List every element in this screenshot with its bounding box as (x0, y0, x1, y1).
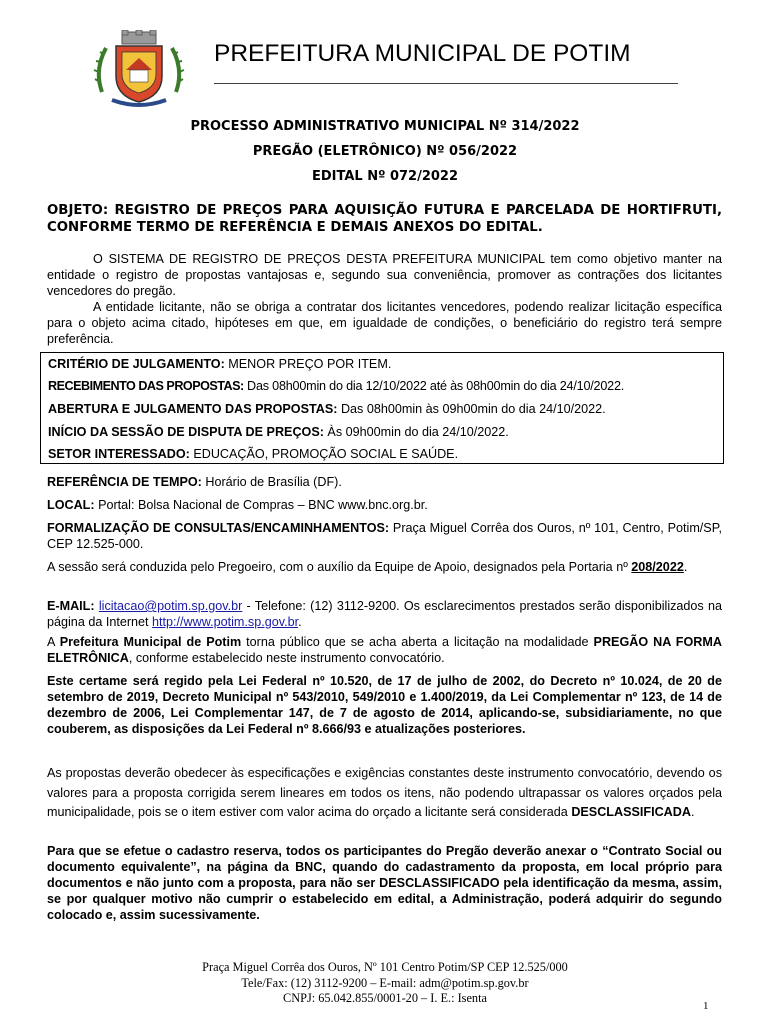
aviso-paragraph (47, 634, 722, 666)
page-header (0, 0, 770, 110)
formalizacao-paragraph (47, 520, 722, 552)
setor-value: EDUCAÇÃO, PROMOÇÃO SOCIAL E SAÚDE. (189, 447, 459, 461)
process-number-heading: PROCESSO ADMINISTRATIVO MUNICIPAL Nº 314/2022 (190, 119, 580, 134)
sessao-paragraph (47, 559, 722, 575)
website-link[interactable]: http://www.potim.sp.gov.br (152, 615, 299, 629)
referencia-tempo (47, 474, 722, 490)
aviso-modalidade: PREGÃO NA FORMA ELETRÔNICA (47, 635, 722, 665)
propostas-end: . (690, 805, 695, 819)
intro-paragraph-2: A entidade licitante, não se obriga a contratar dos licitantes vencedores, podendo realizar licitação específica para o objeto acima citado, hipóteses em que, em igualdade de condições, o beneficiário do registro terá sempre preferência. (47, 300, 722, 346)
inicio-row (48, 425, 717, 439)
recebimento-label: RECEBIMENTO DAS PROPOSTAS: (48, 379, 244, 393)
criterio-value: MENOR PREÇO POR ITEM. (224, 357, 392, 371)
page-title: PREFEITURA MUNICIPAL DE POTIM (214, 40, 631, 67)
local-label: LOCAL: (47, 498, 95, 512)
email-link[interactable]: licitacao@potim.sp.gov.br (98, 599, 243, 613)
title-divider (214, 83, 678, 84)
setor-row (48, 447, 717, 461)
desclassificada-word: DESCLASSIFICADA (571, 805, 691, 819)
municipal-coat-of-arms-icon (92, 30, 186, 110)
propostas-paragraph (47, 764, 722, 823)
sessao-end: . (683, 560, 688, 574)
abertura-value: Das 08h00min às 09h00min do dia 24/10/2022. (337, 402, 606, 416)
intro-section (47, 251, 722, 347)
aviso-prefeitura: Prefeitura Municipal de Potim (59, 635, 242, 649)
recebimento-value: Das 08h00min do dia 12/10/2022 até às 08h00min do dia 24/10/2022. (243, 379, 625, 393)
inicio-label: INÍCIO DA SESSÃO DE DISPUTA DE PREÇOS: (48, 425, 324, 439)
page-number: 1 (703, 1000, 709, 1012)
aviso-end: , conforme estabelecido neste instrumento convocatório. (128, 651, 445, 665)
propostas-text: As propostas deverão obedecer às especificações e exigências constantes deste instrumento convocatório, devendo os valores para a proposta corrigida serem lineares em todos os itens, não podendo ultrapassar os valores orçados pela municipalidade, pois se o item estiver com valor acima do orçado a licitante será considerada (47, 766, 722, 819)
edital-heading: EDITAL Nº 072/2022 (311, 169, 459, 184)
criterio-label: CRITÉRIO DE JULGAMENTO: (48, 357, 225, 371)
local-line (47, 497, 722, 513)
local-value: Portal: Bolsa Nacional de Compras – BNC www.bnc.org.br. (94, 498, 428, 512)
abertura-row (48, 402, 717, 416)
objeto-statement: OBJETO: REGISTRO DE PREÇOS PARA AQUISIÇÃO FUTURA E PARCELADA DE HORTIFRUTI, CONFORME TERMO DE REFERÊNCIA E DEMAIS ANEXOS DO EDITAL. (47, 203, 722, 235)
abertura-label: ABERTURA E JULGAMENTO DAS PROPOSTAS: (48, 402, 338, 416)
email-label: E-MAIL: (47, 599, 95, 613)
setor-label: SETOR INTERESSADO: (48, 447, 190, 461)
cadastro-paragraph: Para que se efetue o cadastro reserva, todos os participantes do Pregão deverão anexar o “Contrato Social ou documento equivalente”, na página da BNC, quando do cadastramento da proposta, em local próprio para documentos e não junto com a proposta, para não ser DESCLASSIFICADO pela identificação da mesma, assim, se por qualquer motivo não cumprir o estabelecido em edital, a Administração, poderá adquirir do segundo colocado e, assim sucessivamente. (47, 844, 722, 922)
schedule-box (40, 352, 724, 464)
sessao-text: A sessão será conduzida pelo Pregoeiro, com o auxílio da Equipe de Apoio, designados pela Portaria nº (47, 560, 632, 574)
email-text: - Telefone: (12) 3112-9200. Os esclarecimentos prestados serão disponibilizados na página da Internet (47, 599, 722, 629)
intro-paragraph-1: O SISTEMA DE REGISTRO DE PREÇOS DESTA PREFEITURA MUNICIPAL tem como objetivo manter na entidade o registro de propostas vantajosas e, segundo sua conveniência, promover as contrações dos licitantes vencedores do pregão. (47, 252, 722, 298)
tempo-value: Horário de Brasília (DF). (201, 475, 342, 489)
footer-address: Praça Miguel Corrêa dos Ouros, Nº 101 Centro Potim/SP CEP 12.525/000 (202, 960, 568, 974)
aviso-start: A (47, 635, 60, 649)
recebimento-row (48, 379, 717, 393)
inicio-value: Às 09h00min do dia 24/10/2022. (323, 425, 509, 439)
portaria-number: 208/2022 (631, 560, 684, 574)
pregao-heading: PREGÃO (ELETRÔNICO) Nº 056/2022 (252, 144, 518, 159)
legislacao-paragraph: Este certame será regido pela Lei Federal nº 10.520, de 17 de julho de 2002, do Decreto nº 10.024, de 20 de setembro de 2019, Decreto Municipal nº 543/2010, 549/2010 e 1.400/2019, da Lei Complementar nº 123, de 14 de dezembro de 2006, Lei Complementar 147, de 7 de agosto de 2014, aplicando-se, subsidiariamente, no que couberem, as disposições da Lei Federal nº 8.666/93 e atualizações posteriores. (47, 674, 722, 736)
formalizacao-label: FORMALIZAÇÃO DE CONSULTAS/ENCAMINHAMENTOS: (47, 521, 390, 535)
tempo-label: REFERÊNCIA DE TEMPO: (47, 475, 202, 489)
aviso-middle: torna público que se acha aberta a licitação na modalidade (241, 635, 594, 649)
email-end: . (298, 615, 302, 629)
email-paragraph (47, 598, 722, 630)
footer-contact: Tele/Fax: (12) 3112-9200 – E-mail: adm@potim.sp.gov.br (241, 975, 529, 990)
criterio-row (48, 357, 717, 371)
formalizacao-value: Praça Miguel Corrêa dos Ouros, nº 101, Centro, Potim/SP, CEP 12.525-000. (47, 521, 722, 551)
page-footer (0, 960, 770, 1007)
document-headings (0, 118, 770, 193)
footer-cnpj: CNPJ: 65.042.855/0001-20 – I. E.: Isenta (283, 991, 487, 1005)
